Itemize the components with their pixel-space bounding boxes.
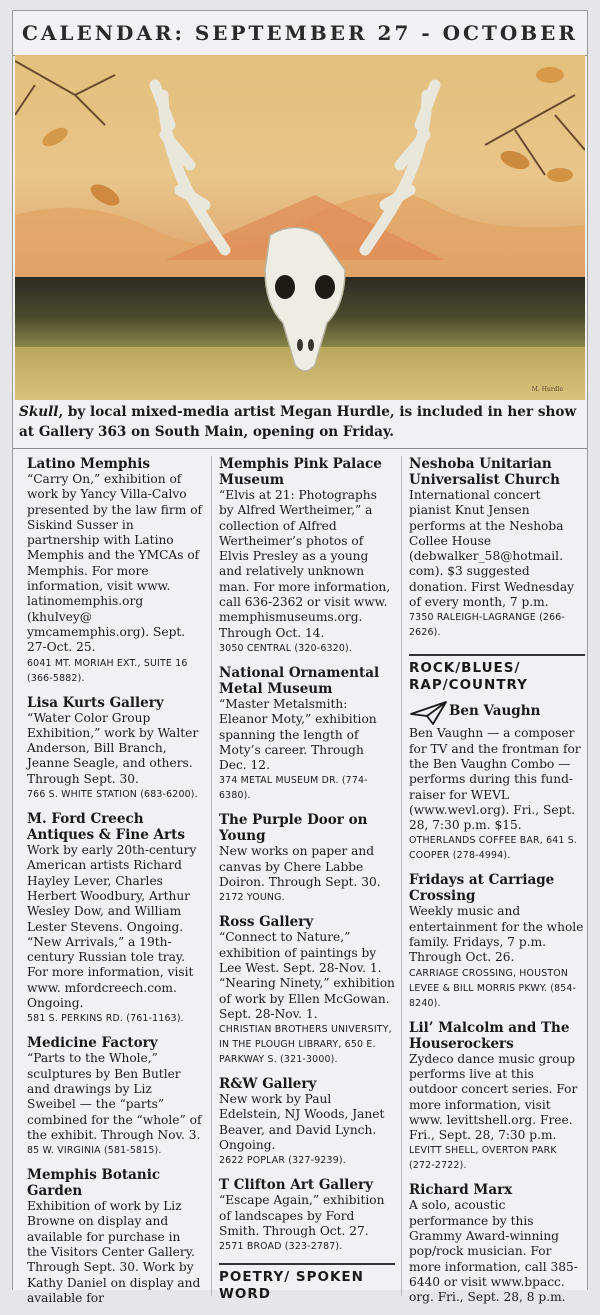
caption-title: Skull bbox=[19, 404, 59, 420]
artwork-signature: M. Hurdle bbox=[531, 386, 563, 393]
listing-description: “Parts to the Whole,” sculptures by Ben Butler and drawings by Liz Sweibel — the “parts” combined for the “whole” of the exhibit. Through Nov. 3. bbox=[27, 1051, 202, 1142]
listing bbox=[27, 1035, 203, 1158]
venue-name: Lisa Kurts Gallery bbox=[27, 694, 164, 711]
venue-name: Ben Vaughn bbox=[449, 703, 541, 720]
venue-name: R&W Gallery bbox=[219, 1076, 317, 1093]
listing-description: “Carry On,” exhibition of work by Yancy Villa-Calvo presented by the law firm of Siskind Susser in partnership with Latino Memphis and the YMCAs of Memphis. For more information, visit www. latinomemphis.org (khulvey@ ymcamemphis.org). Sept. 27-Oct. 25. bbox=[27, 472, 203, 655]
listing bbox=[409, 456, 585, 640]
listing-description: Zydeco dance music group performs live at this outdoor concert series. For more information, visit www. levittshell.org. Free. Fri., Sept. 28, 7:30 p.m. bbox=[409, 1051, 578, 1143]
venue-address: 85 W. VIRGINIA (581-5815). bbox=[27, 1145, 162, 1157]
calendar-header: CALENDAR: SEPTEMBER 27 - OCTOBER bbox=[13, 10, 587, 56]
venue-name: Medicine Factory bbox=[27, 1035, 158, 1052]
calendar-column-1 bbox=[27, 456, 203, 1315]
venue-address: 2622 POPLAR (327-9239). bbox=[219, 1155, 346, 1167]
skull-artwork bbox=[15, 55, 585, 400]
venue-address: 7350 RALEIGH-LAGRANGE (266-2626). bbox=[409, 612, 566, 639]
listing-description: “Master Metalsmith: Eleanor Moty,” exhibition spanning the length of Moty’s career. Through Dec. 12. bbox=[219, 696, 377, 773]
listing bbox=[219, 665, 395, 803]
venue-name: Latino Memphis bbox=[27, 456, 150, 472]
listing-description: International concert pianist Knut Jensen performs at the Neshoba Collee House (debwalker_58@hotmail. com). $3 suggested donation. First Wednesday of every month, 7 p.m. bbox=[409, 488, 575, 610]
venue-address: OTHERLANDS COFFEE BAR, 641 S. COOPER (278-4994). bbox=[409, 835, 578, 862]
listing bbox=[27, 1167, 203, 1306]
divider bbox=[13, 448, 587, 449]
artwork-caption bbox=[19, 402, 579, 442]
listing bbox=[219, 914, 395, 1067]
venue-name: M. Ford Creech Antiques & Fine Arts bbox=[27, 811, 185, 844]
listing bbox=[219, 1177, 395, 1254]
paper-plane-icon bbox=[409, 700, 449, 726]
venue-name: Memphis Botanic Garden bbox=[27, 1167, 161, 1200]
listing bbox=[219, 456, 395, 656]
listing bbox=[27, 811, 203, 1026]
venue-name: Memphis Pink Palace Museum bbox=[219, 456, 382, 488]
venue-address: LEVITT SHELL, OVERTON PARK (272-2722). bbox=[409, 1145, 557, 1172]
venue-address: 3050 CENTRAL (320-6320). bbox=[219, 642, 353, 654]
venue-name: National Ornamental Metal Museum bbox=[219, 664, 380, 697]
venue-address: 766 S. WHITE STATION (683-6200). bbox=[27, 789, 198, 801]
listing bbox=[27, 695, 203, 802]
listing-description: “Connect to Nature,” exhibition of paintings by Lee West. Sept. 28-Nov. 1. “Nearing Ninety,” exhibition of work by Ellen McGowan. Sept. 28-Nov. 1. bbox=[219, 930, 395, 1021]
venue-address: 374 METAL MUSEUM DR. (774-6380). bbox=[219, 775, 368, 802]
venue-name: Lil’ Malcolm and The Houserockers bbox=[409, 1019, 570, 1052]
venue-name: Neshoba Unitarian Universalist Church bbox=[409, 456, 560, 488]
listing-description: “Escape Again,” exhibition of landscapes by Ford Smith. Through Oct. 27. bbox=[219, 1193, 385, 1238]
listing-description: A solo, acoustic performance by this Grammy Award-winning pop/rock musician. For more information, call 385-6440 or visit www.bpacc. org. Fri., Sept. 28, 8 p.m. bbox=[409, 1198, 578, 1305]
newspaper-page bbox=[12, 10, 588, 1305]
listing-description: Exhibition of work by Liz Browne on display and available for purchase in the Visitors Center Gallery. Through Sept. 30. Work by Kathy Daniel on display and available for bbox=[27, 1199, 201, 1305]
listing-header bbox=[409, 700, 585, 726]
venue-name: The Purple Door on Young bbox=[219, 812, 368, 845]
listing bbox=[409, 872, 585, 1010]
venue-name: Richard Marx bbox=[409, 1182, 513, 1199]
listing-description: “Elvis at 21: Photographs by Alfred Wertheimer,” a collection of Alfred Wertheimer’s photos of Elvis Presley as a young and relatively unknown man. For more information, call 636-2362 or visit www. memphismuseums.org. Through Oct. 14. bbox=[219, 488, 391, 640]
venue-address: CHRISTIAN BROTHERS UNIVERSITY, IN THE PLOUGH LIBRARY, 650 E. PARKWAY S. (321-3000). bbox=[219, 1024, 392, 1066]
listing-description: Work by early 20th-century American artists Richard Hayley Lever, Charles Herbert Woodbury, Arthur Wesley Dow, and William Lester Stevens. Ongoing. “New Arrivals,” a 19th-century Russian tole tray. For more information, visit www. mfordcreech.com. Ongoing. bbox=[27, 843, 197, 1011]
venue-address: 581 S. PERKINS RD. (761-1163). bbox=[27, 1013, 184, 1025]
listing bbox=[219, 1076, 395, 1168]
listing bbox=[409, 1182, 585, 1305]
listing bbox=[409, 1020, 585, 1174]
venue-address: 2172 YOUNG. bbox=[219, 892, 285, 904]
listing-description: Weekly music and entertainment for the whole family. Fridays, 7 p.m. Through Oct. 26. bbox=[409, 904, 584, 965]
column-divider bbox=[401, 456, 402, 1296]
listing bbox=[409, 700, 585, 863]
section-heading-poetry: POETRY/ SPOKEN WORD bbox=[219, 1263, 395, 1303]
listing-description: “Water Color Group Exhibition,” work by Walter Anderson, Bill Branch, Jeanne Seagle, and others. Through Sept. 30. bbox=[27, 710, 199, 786]
venue-name: Ross Gallery bbox=[219, 914, 314, 931]
venue-address: 6041 MT. MORIAH EXT., SUITE 16 (366-5882). bbox=[27, 657, 188, 684]
column-divider bbox=[211, 456, 212, 1296]
listing bbox=[219, 812, 395, 905]
listing-description: New work by Paul Edelstein, NJ Woods, Janet Beaver, and David Lynch. Ongoing. bbox=[219, 1092, 385, 1153]
listing bbox=[27, 456, 203, 686]
caption-text: , by local mixed-media artist Megan Hurdle, is included in her show at Gallery 363 on South Main, opening on Friday. bbox=[19, 404, 577, 440]
calendar-column-2 bbox=[219, 456, 395, 1309]
listing-description: Ben Vaughn — a composer for TV and the frontman for the Ben Vaughn Combo — performs during this fund-raiser for WEVL (www.wevl.org). Fri., Sept. 28, 7:30 p.m. $15. bbox=[409, 726, 581, 833]
venue-address: 2571 BROAD (323-2787). bbox=[219, 1241, 343, 1253]
venue-name: Fridays at Carriage Crossing bbox=[409, 872, 555, 905]
listing-description: New works on paper and canvas by Chere Labbe Doiron. Through Sept. 30. bbox=[219, 844, 381, 890]
section-heading-rock: ROCK/BLUES/ RAP/COUNTRY bbox=[409, 654, 585, 694]
venue-address: CARRIAGE CROSSING, HOUSTON LEVEE & BILL MORRIS PKWY. (854-8240). bbox=[409, 967, 577, 1009]
venue-name: T Clifton Art Gallery bbox=[219, 1177, 373, 1194]
calendar-column-3 bbox=[409, 456, 585, 1315]
